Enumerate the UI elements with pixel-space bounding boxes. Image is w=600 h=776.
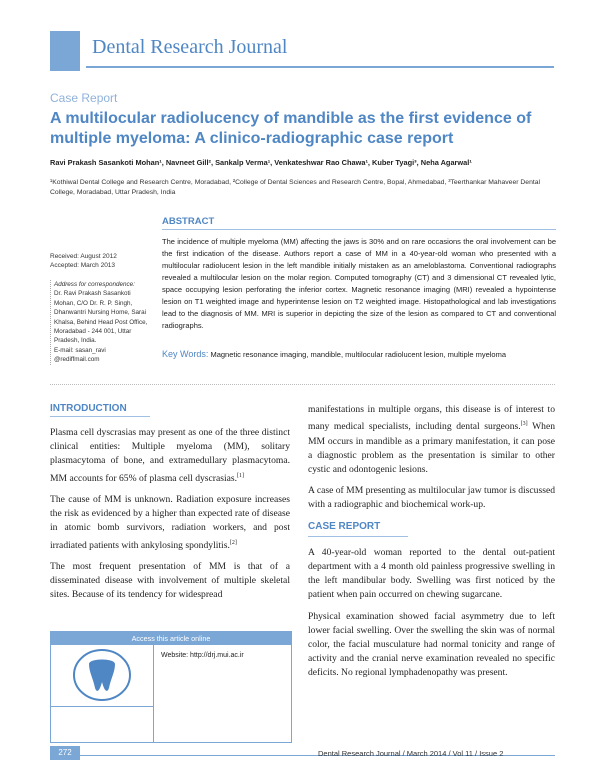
access-divider-horizontal bbox=[51, 706, 153, 707]
email-text: E-mail: sasan_ravi @rediffmail.com bbox=[54, 346, 106, 364]
right-paragraph-1 bbox=[308, 403, 555, 477]
accepted-date: Accepted: March 2013 bbox=[50, 262, 116, 269]
author-list: Ravi Prakash Sasankoti Mohan¹, Navneet Gill², Sankalp Verma¹, Venkateshwar Rao Chawa¹, Kuber Tyagi³, Neha Agarwal¹ bbox=[50, 158, 472, 167]
address-label: Address for correspondence: bbox=[54, 281, 135, 288]
case-report-heading: CASE REPORT bbox=[308, 520, 408, 537]
right-paragraph-2: A case of MM presenting as multilocular jaw tumor is discussed with a radiographic and biochemical work-up. bbox=[308, 485, 555, 511]
ref-2[interactable]: [2] bbox=[229, 539, 237, 546]
right-column bbox=[308, 403, 555, 688]
right-p1a-text: manifestations in multiple organs, this disease is of interest to many medical specialists, including dental surgeons. bbox=[308, 404, 555, 433]
article-type: Case Report bbox=[50, 91, 118, 105]
case-paragraph-1: A 40-year-old woman reported to the dental out-patient department with a 4 month old painless progressive swelling in the left mandibular body. Swelling was first noticed by the patient when pain occurred on chewing sugarcane. bbox=[308, 546, 555, 601]
journal-logo-icon bbox=[71, 648, 133, 703]
intro-paragraph-3: The most frequent presentation of MM is that of a disseminated disease with involvement of multiple skeletal sites. Because of its tendency for widespread bbox=[50, 561, 290, 601]
header-color-block bbox=[50, 31, 80, 71]
keywords-label: Key Words: bbox=[162, 349, 209, 359]
abstract-heading: ABSTRACT bbox=[162, 216, 556, 230]
affiliations: ¹Kothiwal Dental College and Research Centre, Moradabad, ²College of Dental Sciences and Research Centre, Bopal, Ahmedabad, ³Teerthankar Mahaveer Dental College, Moradabad, Uttar Pradesh, India bbox=[50, 179, 541, 196]
journal-title: Dental Research Journal bbox=[92, 36, 288, 58]
intro-paragraph-1 bbox=[50, 426, 290, 486]
right-p1b-text: When MM occurs in mandible as a primary manifestation, it can pose a diagnostic problem as the presentation is similar to other cystic and odontogenic lesions. bbox=[308, 421, 555, 475]
intro-p1-text: Plasma cell dyscrasias may present as one of the three distinct clinical entities: Multiple myeloma (MM), solitary plasmacytoma of bone, and extramedullary plasmacytoma. MM accounts for 65% of plasma cell dyscrasias. bbox=[50, 427, 290, 484]
header-rule bbox=[86, 66, 554, 68]
address-text: Dr. Ravi Prakash Sasankoti Mohan, C/O Dr. R. P. Singh, Dhanwantri Nursing Home, Sarai Khalsa, Behind Head Post Office, Moradabad - 244 001, Uttar Pradesh, India. bbox=[54, 290, 148, 345]
section-divider bbox=[50, 384, 555, 386]
dates bbox=[50, 252, 117, 270]
left-column bbox=[50, 426, 290, 610]
intro-paragraph-2 bbox=[50, 493, 290, 553]
keywords-text: Magnetic resonance imaging, mandible, multilocular radiolucent lesion, multiple myeloma bbox=[210, 350, 507, 359]
footer-citation: Dental Research Journal / March 2014 / Vol 11 / Issue 2 bbox=[318, 749, 504, 758]
ref-1[interactable]: [1] bbox=[237, 472, 245, 479]
intro-p2-text: The cause of MM is unknown. Radiation exposure increases the risk as evidenced by a higher than expected rate of disease in atomic bomb survivors, radiation workers, and post irradiated patients with ankylosing spondylitis. bbox=[50, 494, 290, 551]
access-heading: Access this article online bbox=[51, 632, 291, 645]
ref-3[interactable]: [3] bbox=[520, 421, 528, 428]
received-date: Received: August 2012 bbox=[50, 253, 117, 260]
abstract-body: The incidence of multiple myeloma (MM) affecting the jaws is 30% and on rare occasions the oral involvement can be the first indication of the disease. Authors report a case of MM in a 40-year-old woman who presented with a multilocular radiolucent lesion in the left mandible initially mistaken as an ameloblastoma. Conventional radiographs revealed a multilocular lesion on the molar region. Computed tomography (CT) and 3 dimensional CT revealed lytic, space occupying lesion perforating the inferior cortex. Magnetic resonance imaging (MRI) revealed a hypointense lesion on T1 weighted image and hyperintense lesion on T2 weighted image. Histopathological and lab investigations lead to the diagnosis of MM. MRI is superior in depicting the size of the lesion as compared to CT and conventional radiographs. bbox=[162, 237, 556, 330]
page-number: 272 bbox=[50, 746, 80, 760]
website-link[interactable]: Website: http://drj.mui.ac.ir bbox=[161, 652, 244, 659]
article-title: A multilocular radiolucency of mandible as the first evidence of multiple myeloma: A clinico-radiographic case report bbox=[50, 110, 532, 147]
correspondence-box bbox=[50, 280, 150, 365]
case-paragraph-2: Physical examination showed facial asymmetry due to left lower facial swelling. Over the swelling the skin was of normal color, the facial musculature had normal tonicity and range of activity and the cranial nerve examination revealed no specific deficits. No regional lymphadenopathy was present. bbox=[308, 610, 555, 679]
keywords bbox=[162, 348, 556, 361]
access-article-box bbox=[50, 631, 292, 743]
access-divider bbox=[153, 645, 154, 742]
introduction-heading: INTRODUCTION bbox=[50, 403, 150, 417]
